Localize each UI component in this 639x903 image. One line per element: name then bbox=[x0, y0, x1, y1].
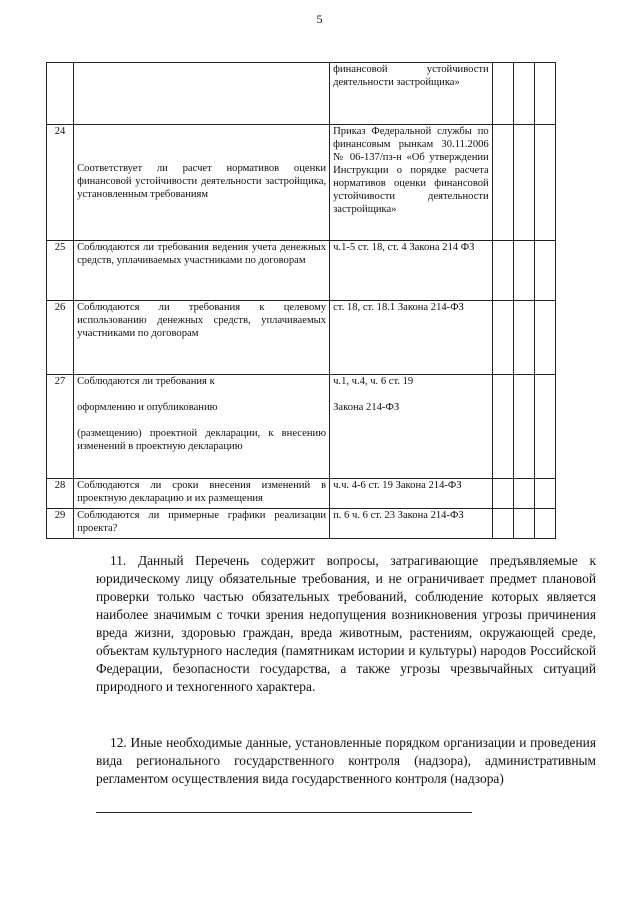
answer-cell-na[interactable] bbox=[534, 63, 555, 125]
reference-cell: Приказ Федеральной службы по финансовым рынкам 30.11.2006 № 06-137/пз-н «Об утверждении Инструкции о порядке расчета нормативов оценки финансовой устойчивости деятельности застройщика» bbox=[330, 125, 493, 241]
answer-cell-no[interactable] bbox=[513, 301, 534, 375]
answer-cell-no[interactable] bbox=[513, 63, 534, 125]
answer-cell-yes[interactable] bbox=[492, 479, 513, 509]
answer-cell-na[interactable] bbox=[534, 241, 555, 301]
answer-cell-yes[interactable] bbox=[492, 301, 513, 375]
fill-in-line bbox=[96, 812, 472, 813]
answer-cell-yes[interactable] bbox=[492, 63, 513, 125]
paragraph-11: 11. Данный Перечень содержит вопросы, затрагивающие предъявляемые к юридическому лицу обязательные требования, и не ограничивает предмет плановой проверки только частью обязательных требований, соблюдение которых является наиболее значимым с точки зрения недопущения возникновения угрозы причинения вреда жизни, здоровью граждан, вреда животным, растениям, окружающей среде, объектам культурного наследия (памятникам истории и культуры) народов Российской Федерации, безопасности государства, а также угрозы чрезвычайных ситуаций природного и техногенного характера. bbox=[96, 553, 596, 694]
answer-cell-no[interactable] bbox=[513, 125, 534, 241]
table-row bbox=[47, 241, 556, 301]
table-row bbox=[47, 63, 556, 125]
answer-cell-na[interactable] bbox=[534, 301, 555, 375]
row-number: 27 bbox=[47, 375, 74, 479]
row-number: 26 bbox=[47, 301, 74, 375]
row-number: 25 bbox=[47, 241, 74, 301]
answer-cell-yes[interactable] bbox=[492, 241, 513, 301]
answer-cell-no[interactable] bbox=[513, 241, 534, 301]
answer-cell-na[interactable] bbox=[534, 509, 555, 539]
question-cell: Соблюдаются ли требования ведения учета денежных средств, уплачиваемых участниками по договорам bbox=[74, 241, 330, 301]
question-cell: Соблюдаются ли требования к целевому использованию денежных средств, уплачиваемых участниками по договорам bbox=[74, 301, 330, 375]
reference-cell: ст. 18, ст. 18.1 Закона 214-ФЗ bbox=[330, 301, 493, 375]
paragraph-12: 12. Иные необходимые данные, установленные порядком организации и проведения вида регионального государственного контроля (надзора), административным регламентом осуществления вида государственного контроля (надзора) bbox=[96, 735, 596, 786]
reference-cell: п. 6 ч. 6 ст. 23 Закона 214-ФЗ bbox=[330, 509, 493, 539]
page-number: 5 bbox=[316, 12, 323, 26]
question-cell: Соблюдаются ли примерные графики реализации проекта? bbox=[74, 509, 330, 539]
answer-cell-yes[interactable] bbox=[492, 509, 513, 539]
question-cell: Соблюдаются ли требования к оформлению и опубликованию (размещению) проектной декларации, к внесению изменений в проектную декларацию bbox=[74, 375, 330, 479]
table-row bbox=[47, 301, 556, 375]
answer-cell-na[interactable] bbox=[534, 479, 555, 509]
reference-cell: ч.1, ч.4, ч. 6 ст. 19 Закона 214-ФЗ bbox=[330, 375, 493, 479]
table-row bbox=[47, 125, 556, 241]
table-row bbox=[47, 479, 556, 509]
question-cell: Соблюдаются ли сроки внесения изменений в проектную декларацию и их размещения bbox=[74, 479, 330, 509]
checklist-table-body bbox=[47, 63, 556, 539]
answer-cell-yes[interactable] bbox=[492, 375, 513, 479]
answer-cell-na[interactable] bbox=[534, 125, 555, 241]
reference-cell: ч.ч. 4-6 ст. 19 Закона 214-ФЗ bbox=[330, 479, 493, 509]
answer-cell-no[interactable] bbox=[513, 479, 534, 509]
answer-cell-no[interactable] bbox=[513, 375, 534, 479]
answer-cell-na[interactable] bbox=[534, 375, 555, 479]
answer-cell-no[interactable] bbox=[513, 509, 534, 539]
row-number bbox=[47, 63, 74, 125]
question-cell: Соответствует ли расчет нормативов оценки финансовой устойчивости деятельности застройщика, установленным требованиям bbox=[74, 125, 330, 241]
checklist-table bbox=[46, 62, 556, 539]
answer-cell-yes[interactable] bbox=[492, 125, 513, 241]
table-row bbox=[47, 375, 556, 479]
reference-cell: ч.1-5 ст. 18, ст. 4 Закона 214 ФЗ bbox=[330, 241, 493, 301]
question-cell bbox=[74, 63, 330, 125]
row-number: 28 bbox=[47, 479, 74, 509]
table-row bbox=[47, 509, 556, 539]
row-number: 29 bbox=[47, 509, 74, 539]
reference-cell: финансовой устойчивости деятельности застройщика» bbox=[330, 63, 493, 125]
row-number: 24 bbox=[47, 125, 74, 241]
